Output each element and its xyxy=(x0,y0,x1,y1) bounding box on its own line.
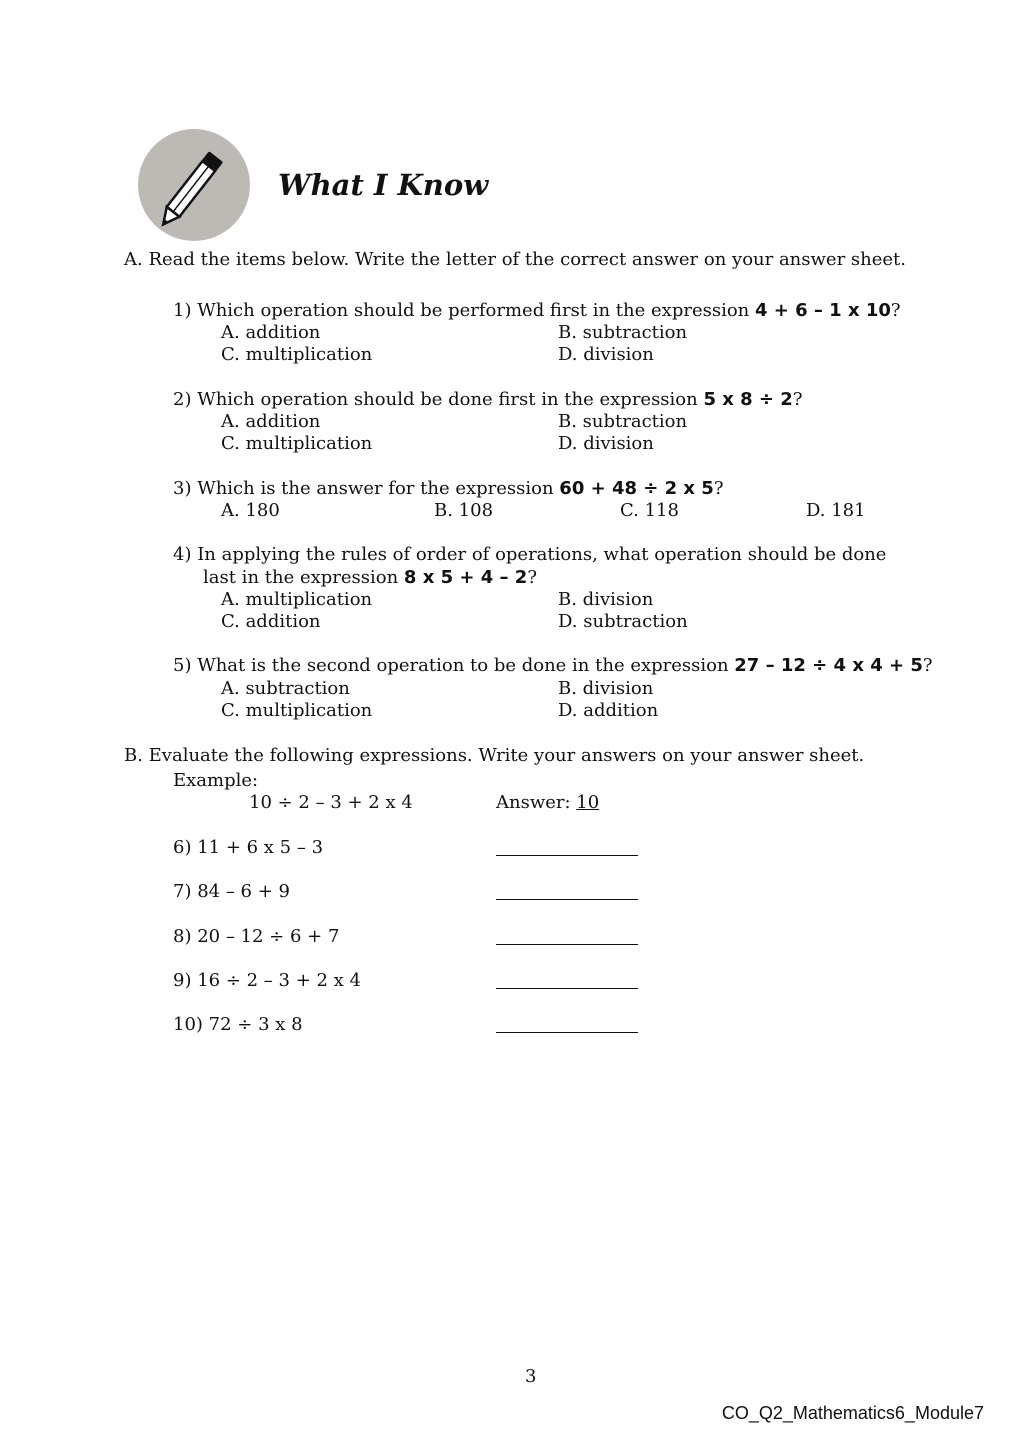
q1-choice-a: A. addition xyxy=(221,322,321,343)
part-a-instruction: A. Read the items below. Write the letter of the correct answer on your answer sheet. xyxy=(124,249,906,270)
example-expression: 10 ÷ 2 – 3 + 2 x 4 xyxy=(249,792,413,813)
q3-choice-c: C. 118 xyxy=(620,500,679,521)
answer-blank-6 xyxy=(496,855,638,856)
q2-choice-c: C. multiplication xyxy=(221,433,373,454)
pencil-icon-badge xyxy=(138,129,250,241)
q5-choice-a: A. subtraction xyxy=(221,678,350,699)
answer-label: Answer: xyxy=(496,792,577,813)
question-5-expression: 27 – 12 ÷ 4 x 4 + 5 xyxy=(734,655,923,676)
q2-choice-b: B. subtraction xyxy=(558,411,688,432)
item-9: 9) 16 ÷ 2 – 3 + 2 x 4 xyxy=(173,970,361,991)
q5-choice-d: D. addition xyxy=(558,700,659,721)
item-6: 6) 11 + 6 x 5 – 3 xyxy=(173,837,324,858)
q4-choice-c: C. addition xyxy=(221,611,321,632)
answer-blank-9 xyxy=(496,988,638,989)
question-3-text: 3) Which is the answer for the expression xyxy=(173,478,560,499)
question-5-text: 5) What is the second operation to be done in the expression xyxy=(173,655,735,676)
question-4-text: last in the expression xyxy=(203,567,404,588)
question-3-expression: 60 + 48 ÷ 2 x 5 xyxy=(559,478,714,499)
question-2-mark: ? xyxy=(792,389,803,410)
section-title: What I Know xyxy=(278,168,489,202)
example-answer xyxy=(496,792,599,814)
q3-choice-b: B. 108 xyxy=(434,500,494,521)
question-4-line-2 xyxy=(203,567,537,589)
q4-choice-d: D. subtraction xyxy=(558,611,688,632)
answer-value: 10 xyxy=(576,792,600,813)
q2-choice-a: A. addition xyxy=(221,411,321,432)
q3-choice-d: D. 181 xyxy=(806,500,866,521)
item-10: 10) 72 ÷ 3 x 8 xyxy=(173,1014,303,1035)
q3-choice-a: A. 180 xyxy=(221,500,280,521)
example-label: Example: xyxy=(173,770,259,791)
item-7: 7) 84 – 6 + 9 xyxy=(173,881,290,902)
answer-blank-10 xyxy=(496,1032,638,1033)
answer-blank-7 xyxy=(496,899,638,900)
q5-choice-b: B. division xyxy=(558,678,654,699)
question-5 xyxy=(173,655,933,677)
question-1-text: 1) Which operation should be performed first in the expression xyxy=(173,300,755,321)
q4-choice-b: B. division xyxy=(558,589,654,610)
q5-choice-c: C. multiplication xyxy=(221,700,373,721)
question-4-expression: 8 x 5 + 4 – 2 xyxy=(403,567,528,588)
item-8: 8) 20 – 12 ÷ 6 + 7 xyxy=(173,926,340,947)
question-3-mark: ? xyxy=(713,478,724,499)
q4-choice-a: A. multiplication xyxy=(221,589,373,610)
question-1 xyxy=(173,300,901,322)
question-4-mark: ? xyxy=(527,567,537,588)
pencil-icon xyxy=(138,129,250,241)
question-1-mark: ? xyxy=(890,300,901,321)
module-code: CO_Q2_Mathematics6_Module7 xyxy=(721,1403,984,1423)
question-2-expression: 5 x 8 ÷ 2 xyxy=(703,389,793,410)
answer-blank-8 xyxy=(496,944,638,945)
q1-choice-b: B. subtraction xyxy=(558,322,688,343)
question-2-text: 2) Which operation should be done first in the expression xyxy=(173,389,704,410)
question-2 xyxy=(173,389,802,411)
part-b-instruction: B. Evaluate the following expressions. Write your answers on your answer sheet. xyxy=(124,745,865,766)
question-4-line-1: 4) In applying the rules of order of operations, what operation should be done xyxy=(173,544,887,565)
q1-choice-c: C. multiplication xyxy=(221,344,373,365)
question-1-expression: 4 + 6 – 1 x 10 xyxy=(754,300,891,321)
question-3 xyxy=(173,478,723,500)
q2-choice-d: D. division xyxy=(558,433,654,454)
q1-choice-d: D. division xyxy=(558,344,654,365)
page-number: 3 xyxy=(525,1366,537,1387)
question-5-mark: ? xyxy=(922,655,933,676)
